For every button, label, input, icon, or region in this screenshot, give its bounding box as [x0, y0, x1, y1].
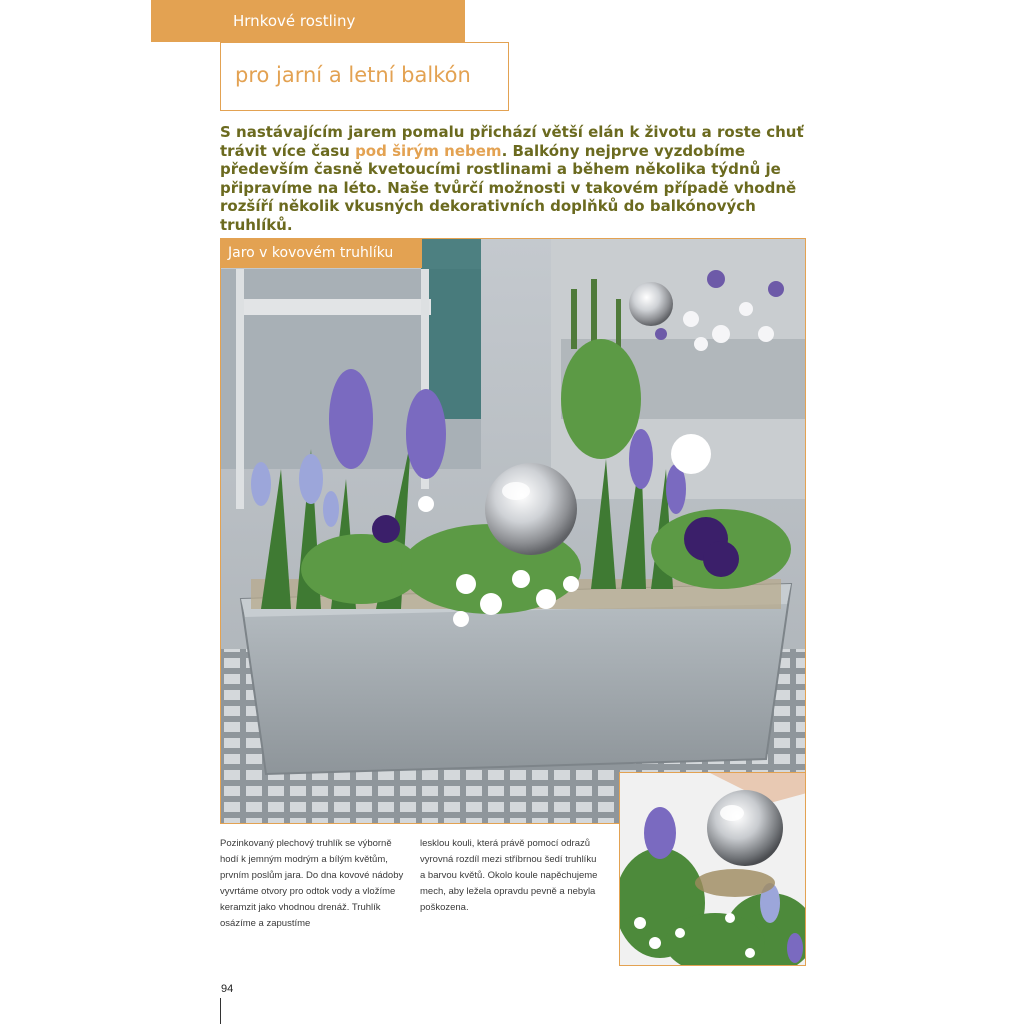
caption-right: lesklou kouli, která právě pomocí odrazů vyrovná rozdíl mezi stříbrnou šedí truhlíku a barvou květů. Okolo koule napěchujeme mech, aby ležela opravdu pevně a nebyla poškozena. — [420, 838, 598, 913]
inset-photo — [619, 772, 806, 966]
caption-left: Pozinkovaný plechový truhlík se výborně hodí k jemným modrým a bílým květům, prvním poslům jara. Do dna kovové nádoby vyvrtáme otvory pro odtok vody a vložíme keramzit jako vhodnou drenáž. Truhlík osázíme a zapustíme — [220, 838, 404, 929]
page-rule — [220, 998, 221, 1024]
section-label: Hrnkové rostliny — [233, 12, 356, 30]
intro-highlight: pod širým nebem — [355, 141, 502, 160]
intro-paragraph — [220, 123, 810, 234]
title-box — [220, 42, 509, 111]
photo-label — [220, 238, 422, 268]
main-photo — [220, 238, 806, 824]
intro-text-end: . Balkóny nejprve vyzdobíme především časně kvetoucími rostlinami a během několika týdnů je připravíme na léto. Naše tvůrčí možnosti v takovém případě vhodně rozšíří několik vkusných dekorativních doplňků do balkónových truhlíků. — [220, 141, 797, 234]
section-tab — [151, 0, 465, 42]
page-title: pro jarní a letní balkón — [235, 63, 471, 87]
inset-illustration — [620, 773, 806, 966]
intro-text-start: S nastávajícím jarem pomalu přichází větší elán k životu a roste chuť trávit více času — [220, 123, 804, 160]
planter-illustration — [221, 239, 806, 824]
page-number: 94 — [221, 983, 234, 995]
photo-label-text: Jaro v kovovém truhlíku — [228, 245, 394, 261]
